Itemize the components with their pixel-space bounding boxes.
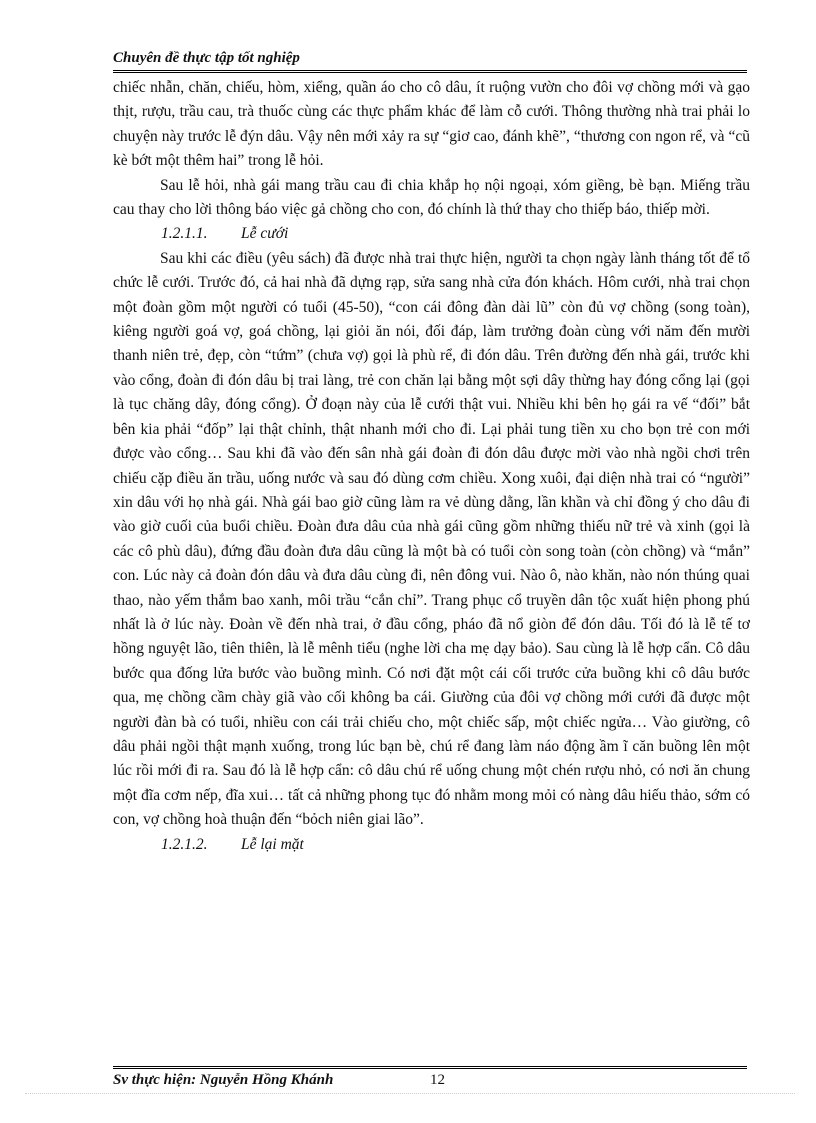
paragraph: Sau lễ hỏi, nhà gái mang trầu cau đi chia khắp họ nội ngoại, xóm giềng, bè bạn. Miếng trầu cau thay cho lời thông báo việc gả chồng cho con, đó chính là thứ thay cho thiếp báo, thiếp mời. [113, 176, 750, 219]
page-body [113, 76, 750, 857]
page-number: 12 [430, 1072, 445, 1088]
section-heading-le-cuoi [113, 222, 750, 246]
running-header [113, 50, 747, 73]
section-title: Lễ lại mặt [241, 835, 304, 853]
page-footer [113, 1072, 747, 1089]
section-heading-le-lai-mat [113, 833, 750, 857]
paragraph-continued: chiếc nhẫn, chăn, chiếu, hòm, xiểng, quần áo cho cô dâu, ít ruộng vườn cho đôi vợ chồng mới và gạo thịt, rượu, trầu cau, trà thuốc cùng các thực phẩm khác để làm cỗ cưới. Thông thường nhà trai phải lo chuyện này trước lễ đýn dâu. Vậy nên mới xảy ra sự “giơ cao, đánh khẽ”, “thương con ngon rể, và “cũ kè bớt một thêm hai” trong lễ hỏi. [113, 79, 750, 170]
section-number: 1.2.1.1. [161, 225, 208, 243]
page-edge-divider [25, 1093, 795, 1094]
paragraph: Sau khi các điều (yêu sách) đã được nhà trai thực hiện, người ta chọn ngày lành tháng tốt để tổ chức lễ cưới. Trước đó, cả hai nhà đã dựng rạp, sửa sang nhà cửa đón khách. Hôm cưới, nhà trai chọn một đoàn gồm một người có tuổi (45-50), “con cái đông đàn dài lũ” còn đủ vợ chồng (song toàn), kiêng người goá vợ, goá chồng, lại giỏi ăn nói, đối đáp, làm trưởng đoàn cùng với năm đến mười thanh niên trẻ, đẹp, còn “tứm” (chưa vợ) gọi là phù rể, đi đón dâu. Trên đường đến nhà gái, trước khi vào cổng, đoàn đi đón dâu bị trai làng, trẻ con chăn lại bằng một sợi dây thừng hay đóng cổng lại (gọi là tục chăng dây, đóng cổng). Ở đoạn này của lễ cưới thật vui. Nhiều khi bên họ gái ra vế “đối” bắt bên kia phải “đốp” lại thật chỉnh, thật nhanh mới cho đi. Lại phải tung tiền xu cho bọn trẻ con mới được vào cổng… Sau khi đã vào đến sân nhà gái đoàn đi đón dâu được mời vào nhà ngồi chơi trên chiếu cặp điều ăn trầu, uống nước và sau đó dùng cơm chiều. Xong xuôi, đại diện nhà trai có “người” xin dâu với họ nhà gái. Nhà gái bao giờ cũng làm ra vẻ dùng dằng, lần khần và chỉ đồng ý cho dâu đi vào giờ cuối của buổi chiều. Đoàn đưa dâu của nhà gái cũng gồm những thiếu nữ trẻ và xinh (gọi là các cô phù dâu), đứng đầu đoàn đưa dâu cũng là một bà có tuổi còn song toàn (còn chồng) và “mắn” con. Lúc này cả đoàn đón dâu và đưa dâu cùng đi, nên đông vui. Nào ô, nào khăn, nào nón thúng quai thao, nào yếm thắm bao xanh, môi trầu “cắn chỉ”. Trang phục cổ truyền dân tộc xuất hiện phong phú nhất là ở lúc này. Đoàn về đến nhà trai, ở đầu cổng, pháo đã nổ giòn để đón dâu. Tối đó là lễ tế tơ hồng nguyệt lão, tiên thiên, là lễ mênh tiểu (nghe lời cha mẹ dạy bảo). Sau cùng là lễ hợp cẩn. Cô dâu bước qua đống lửa bước vào buồng mình. Có nơi đặt một cái cối trước cửa buồng khi cô dâu bước qua, mẹ chồng cầm chày giã vào cối không ba cái. Giường của đôi vợ chồng mới cưới đã được một người đàn bà có tuổi, nhiều con cái trải chiếu cho, một chiếc sấp, một chiếc ngửa… Vào giường, cô dâu phải ngồi thật mạnh xuống, trong lúc bạn bè, chú rể đang làm náo động ầm ĩ căn buồng lên một lúc rồi mới đi ra. Sau đó là lễ hợp cẩn: cô dâu chú rể uống chung một chén rượu nhỏ, có nơi ăn chung một đĩa cơm nếp, đĩa xui… tất cả những phong tục đó nhằm mong mỏi có nàng dâu hiếu thảo, sớm có con, vợ chồng hoà thuận đến “bỏch niên giai lão”. [113, 249, 750, 829]
section-title: Lễ cưới [241, 225, 289, 243]
document-title: Chuyên đề thực tập tốt nghiệp [113, 50, 300, 66]
footer-divider [113, 1066, 747, 1069]
section-number: 1.2.1.2. [161, 835, 208, 853]
author-line: Sv thực hiện: Nguyễn Hồng Khánh [113, 1072, 334, 1088]
